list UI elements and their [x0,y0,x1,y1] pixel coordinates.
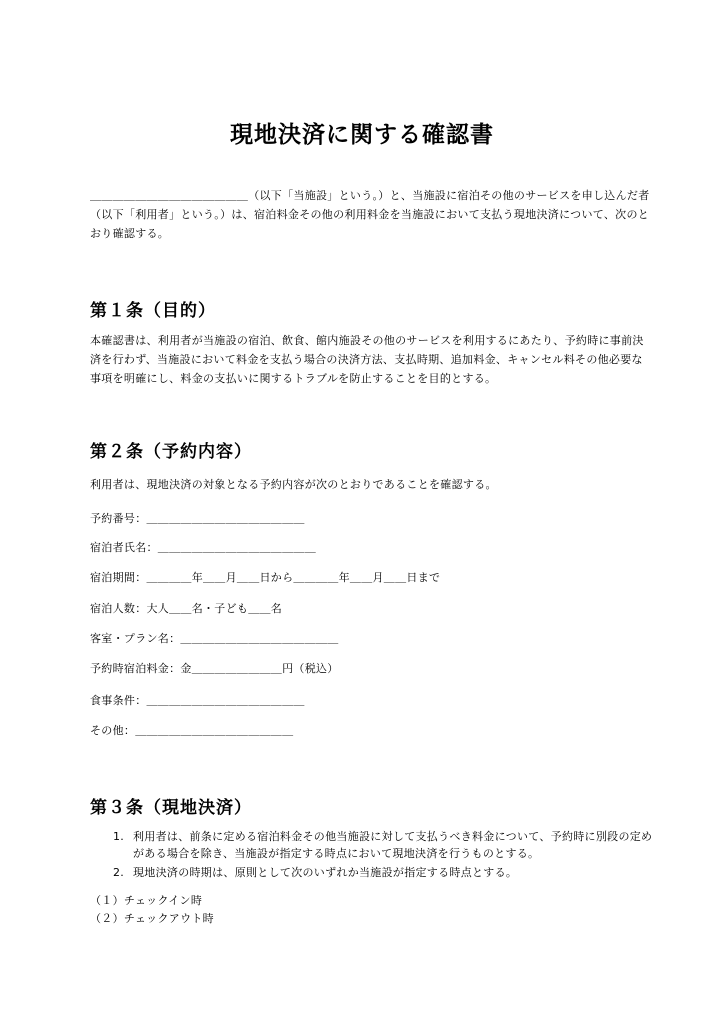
field-meal-conditions: 食事条件：＿＿＿＿＿＿＿＿＿＿＿＿＿＿ [90,694,305,707]
list-item-number: 2. [113,866,125,879]
subitem-check-in: （１）チェックイン時 [90,894,203,907]
field-room-plan: 客室・プラン名：＿＿＿＿＿＿＿＿＿＿＿＿＿＿ [90,632,339,645]
field-guest-count: 宿泊人数：大人＿＿名・子ども＿＿名 [90,602,283,615]
field-reservation-price: 予約時宿泊料金：金＿＿＿＿＿＿＿＿円（税込） [90,662,339,675]
article-2-intro: 利用者は、現地決済の対象となる予約内容が次のとおりであることを確認する。 [90,478,497,491]
list-item-text: 利用者は、前条に定める宿泊料金その他当施設に対して支払うべき料金について、予約時に別段の定めがある場合を除き、当施設が指定する時点において現地決済を行うものとする。 [133,830,653,860]
article-1-body: 本確認書は、利用者が当施設の宿泊、飲食、館内施設その他のサービスを利用するにあたり、予約時に事前決済を行わず、当施設において料金を支払う場合の決済方法、支払時期、追加料金、キャンセル料その他必要な事項を明確にし、料金の支払いに関するトラブルを防止することを目的とする。 [90,334,644,385]
intro-paragraph: ＿＿＿＿＿＿＿＿＿＿＿＿＿＿（以下「当施設」という。）と、当施設に宿泊その他のサービスを申し込んだ者（以下「利用者」という。）は、宿泊料金その他の利用料金を当施設において支払う現地決済について、次のとおり確認する。 [90,189,650,240]
field-reservation-number: 予約番号：＿＿＿＿＿＿＿＿＿＿＿＿＿＿ [90,512,305,525]
field-guest-name: 宿泊者氏名：＿＿＿＿＿＿＿＿＿＿＿＿＿＿ [90,541,316,554]
field-other: その他：＿＿＿＿＿＿＿＿＿＿＿＿＿＿ [90,724,294,737]
document-title: 現地決済に関する確認書 [230,122,494,148]
subitem-check-out: （２）チェックアウト時 [90,912,214,925]
field-stay-period: 宿泊期間：＿＿＿＿年＿＿月＿＿日から＿＿＿＿年＿＿月＿＿日まで [90,571,441,584]
list-item-text: 現地決済の時期は、原則として次のいずれか当施設が指定する時点とする。 [133,866,518,879]
list-item-number: 1. [113,830,125,843]
article-2-heading: 第２条（予約内容） [90,442,252,462]
article-1-heading: 第１条（目的） [90,301,216,321]
article-3-heading: 第３条（現地決済） [90,798,252,818]
